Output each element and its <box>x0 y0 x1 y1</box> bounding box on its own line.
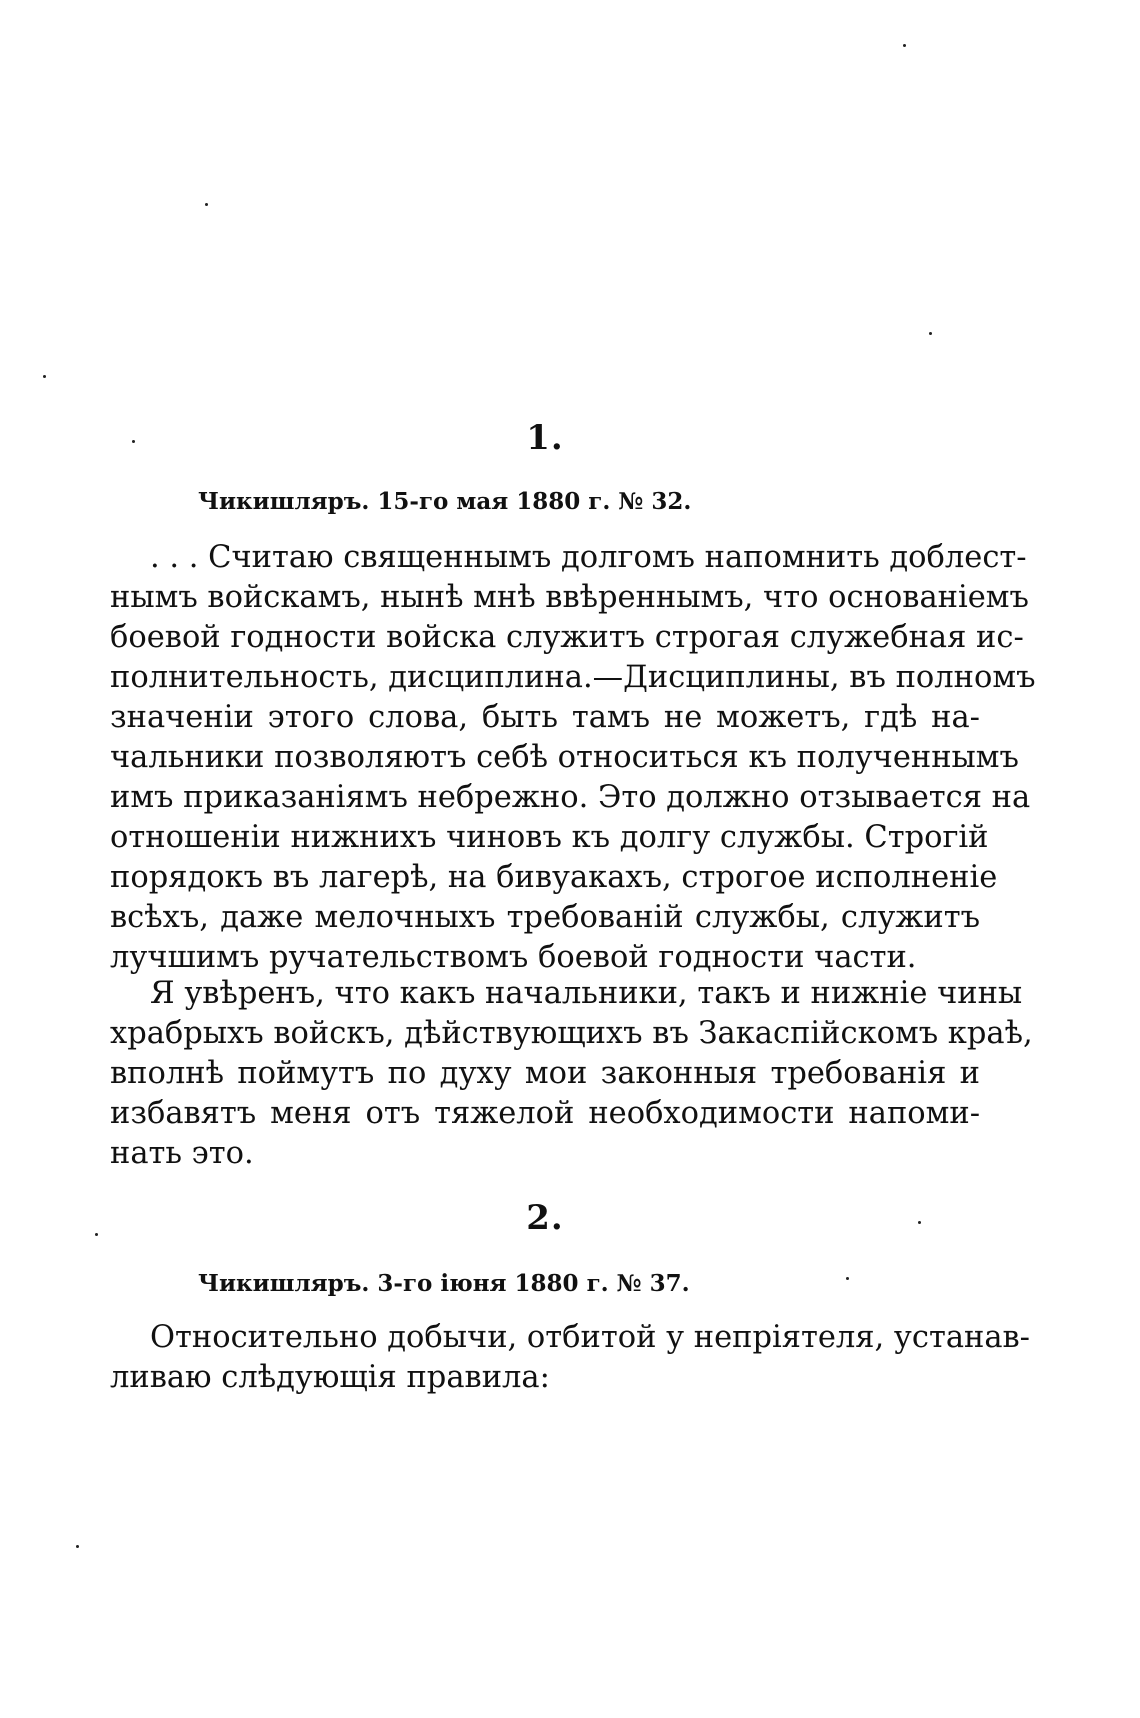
paragraph <box>110 974 1033 1174</box>
text-line: лучшимъ ручательствомъ боевой годности части. <box>110 940 917 975</box>
section-dateline: Чикишляръ. 15-го мая 1880 г. № 32. <box>198 488 692 515</box>
text-line: боевой годности войска служитъ строгая служебная ис- <box>110 620 1024 655</box>
paragraph <box>110 1318 1030 1398</box>
scan-speck <box>903 44 906 47</box>
text-line: порядокъ въ лагерѣ, на бивуакахъ, строгое исполненіе <box>110 860 998 895</box>
text-line: имъ приказаніямъ небрежно. Это должно отзывается на <box>110 780 1031 815</box>
text-line: ливаю слѣдующія правила: <box>110 1360 550 1395</box>
text-line: полнительность, дисциплина.—Дисциплины, въ полномъ <box>110 660 1036 695</box>
text-line: избавятъ меня отъ тяжелой необходимости напоми- <box>110 1096 980 1131</box>
text-line: нать это. <box>110 1136 254 1171</box>
text-line: чальники позволяютъ себѣ относиться къ полученнымъ <box>110 740 1019 775</box>
text-line: нымъ войскамъ, нынѣ мнѣ ввѣреннымъ, что основаніемъ <box>110 580 1029 615</box>
section-number: 2. <box>526 1198 564 1238</box>
text-line: . . . Считаю священнымъ долгомъ напомнить доблест- <box>150 540 1027 575</box>
scan-speck <box>846 1277 849 1280</box>
paragraph <box>110 538 1036 978</box>
text-line: храбрыхъ войскъ, дѣйствующихъ въ Закаспійскомъ краѣ, <box>110 1016 1033 1051</box>
text-line: вполнѣ поймутъ по духу мои законныя требованія и <box>110 1056 980 1091</box>
scan-speck <box>929 332 932 335</box>
section-dateline: Чикишляръ. 3-го іюня 1880 г. № 37. <box>198 1270 690 1297</box>
scan-speck <box>43 375 46 378</box>
scan-speck <box>76 1545 79 1548</box>
text-line: значеніи этого слова, быть тамъ не можетъ, гдѣ на- <box>110 700 980 735</box>
text-line: Относительно добычи, отбитой у непріятеля, устанав- <box>150 1320 1030 1355</box>
section-number: 1. <box>526 418 564 458</box>
scan-speck <box>205 203 208 206</box>
text-line: отношеніи нижнихъ чиновъ къ долгу службы. Строгій <box>110 820 989 855</box>
text-line: Я увѣренъ, что какъ начальники, такъ и нижніе чины <box>150 976 1023 1011</box>
text-line: всѣхъ, даже мелочныхъ требованій службы, служитъ <box>110 900 980 935</box>
